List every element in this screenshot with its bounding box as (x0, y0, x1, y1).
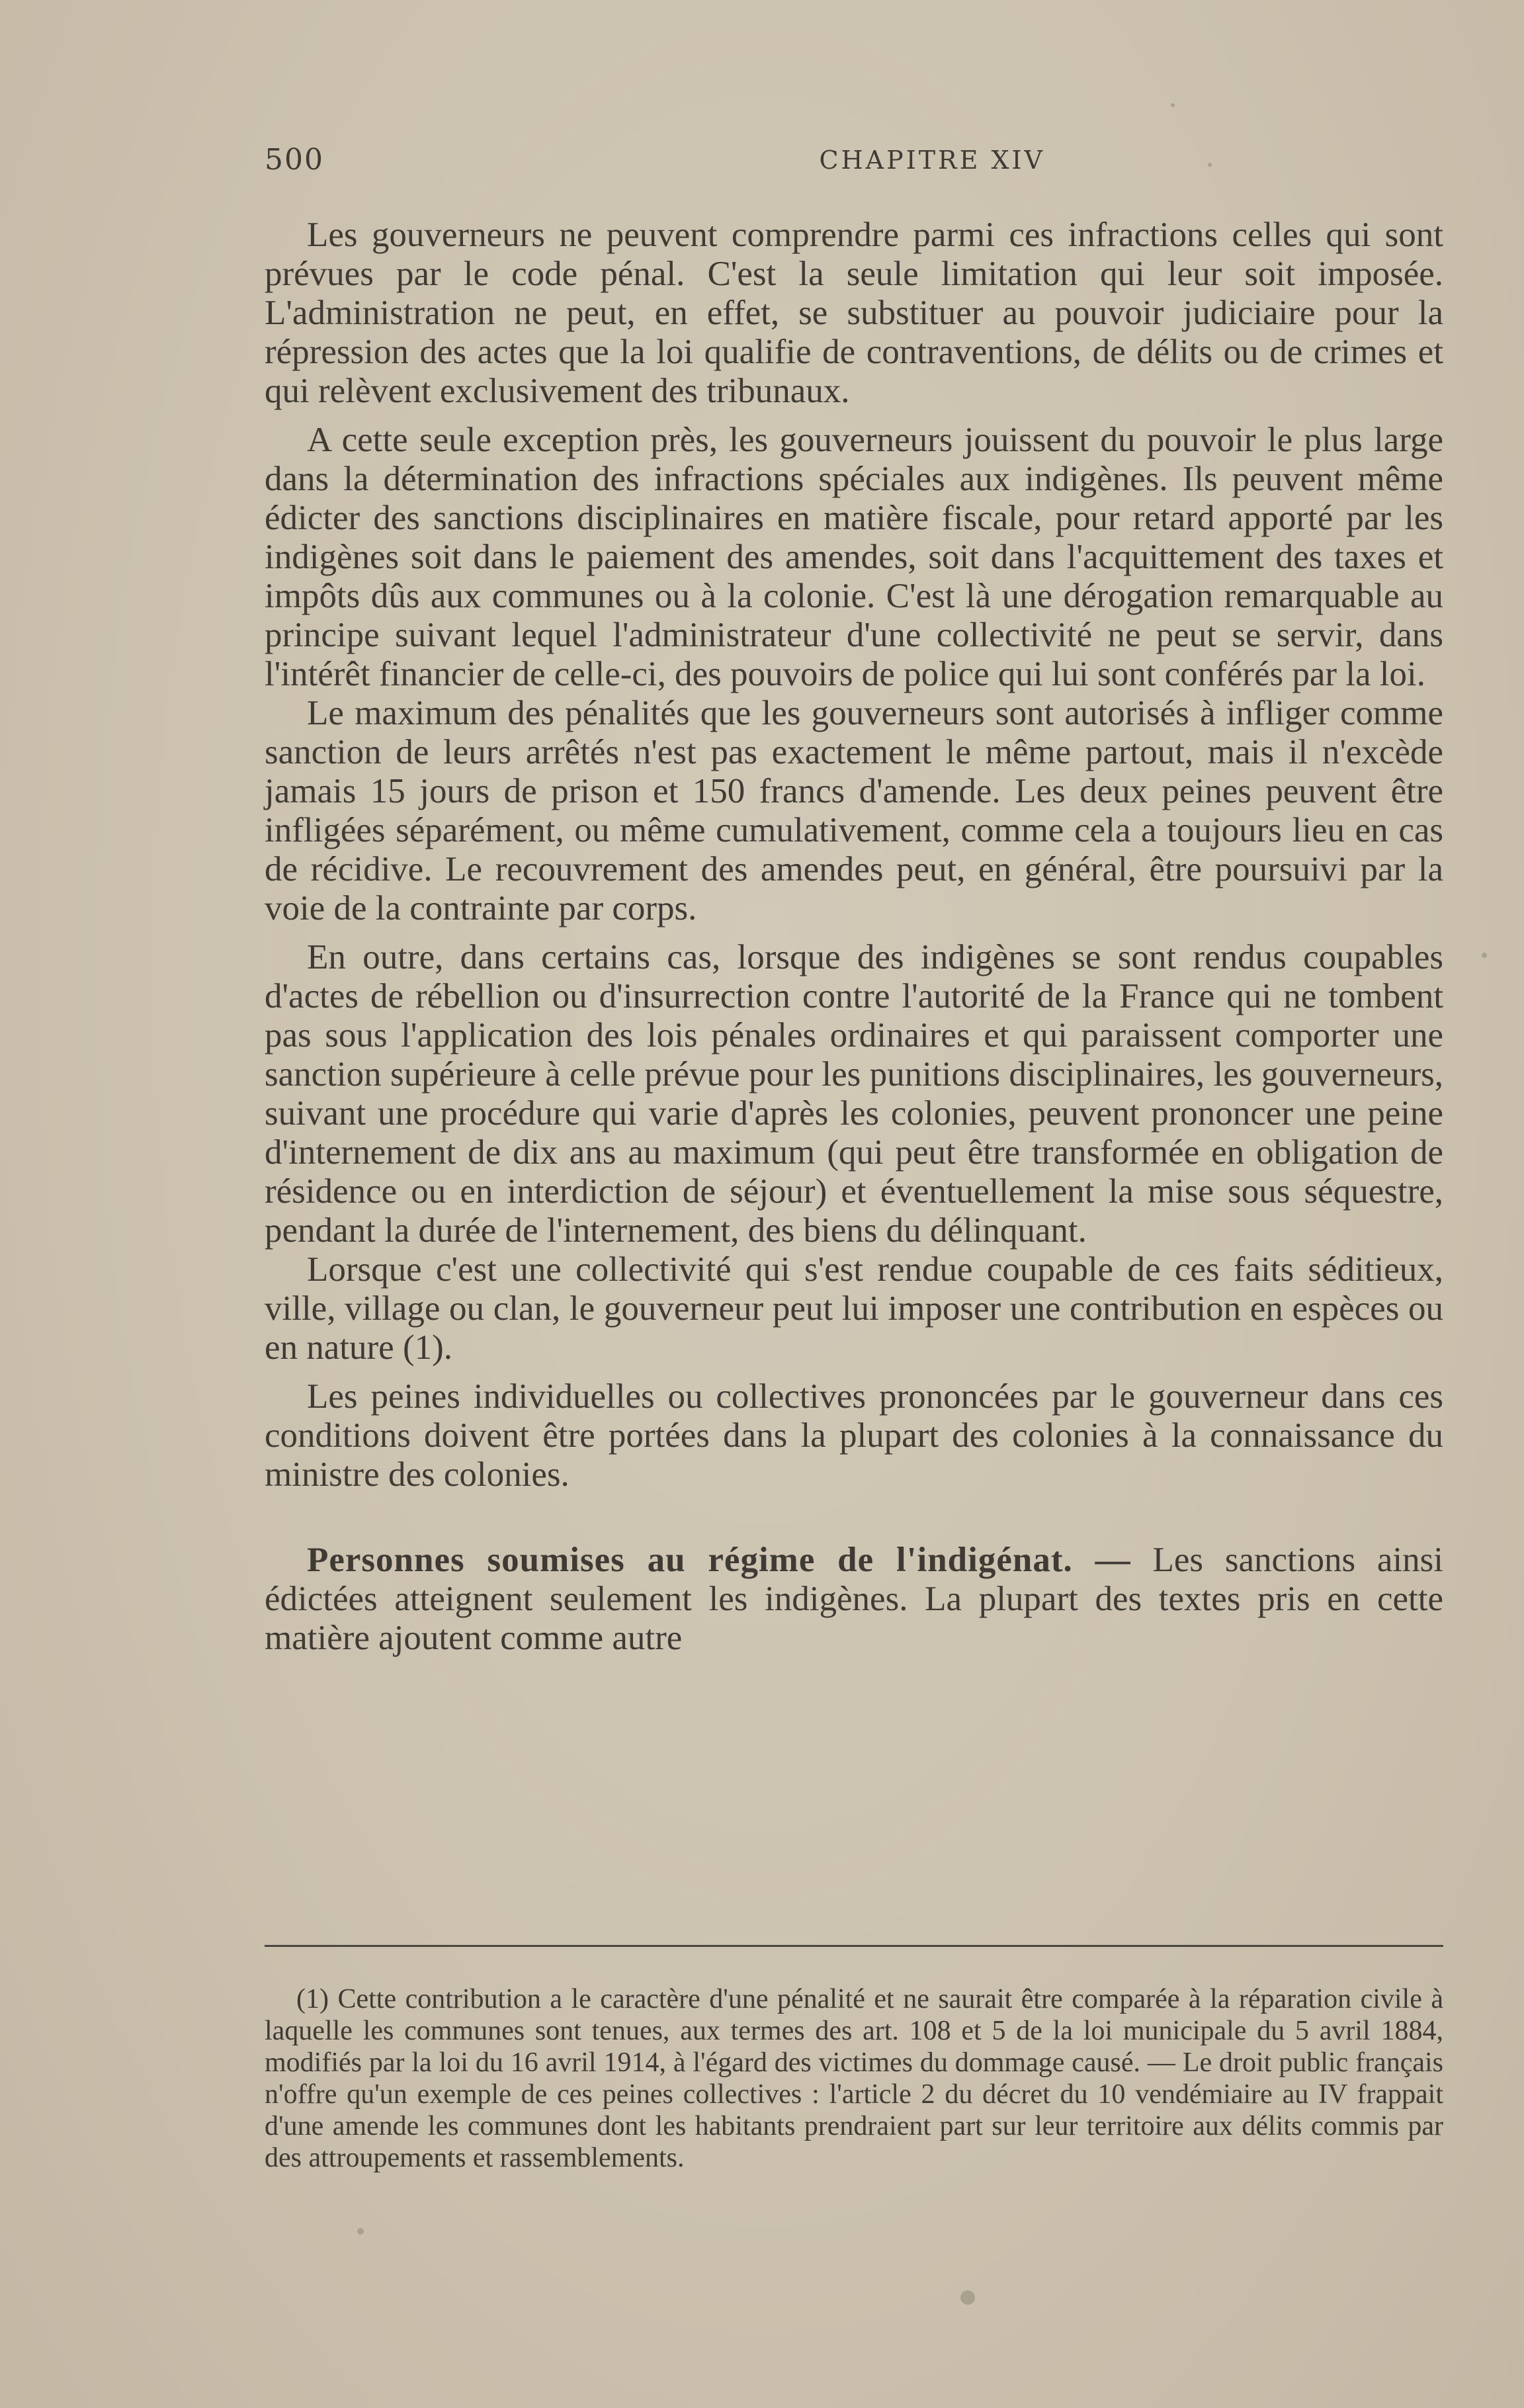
section-paragraph (265, 1541, 1443, 1658)
running-head (265, 143, 1442, 183)
paper-speck (960, 2290, 975, 2305)
paragraph-1: Les gouverneurs ne peuvent comprendre parmi ces infractions celles qui sont prévues par le code pénal. C'est la seule limitation qui leur soit imposée. L'administration ne peut, en effet, se substituer au pouvoir judiciaire pour la répression des actes que la loi qualifie de contraventions, de délits ou de crimes et qui relèvent exclusivement des tribunaux. (265, 216, 1443, 410)
paper-speck (1482, 953, 1487, 958)
paragraph-2: A cette seule exception près, les gouverneurs jouissent du pouvoir le plus large dans la détermination des infractions spéciales aux indigènes. Ils peuvent même édicter des sanctions disciplinaires en matière fiscale, pour retard apporté par les indigènes soit dans le paiement des amendes, soit dans l'acquittement des taxes et impôts dûs aux communes ou à la colonie. C'est là une dérogation remarquable au principe suivant lequel l'administrateur d'une collectivité ne peut se servir, dans l'intérêt financier de celle-ci, des pouvoirs de police qui lui sont conférés par la loi. (265, 421, 1443, 693)
paragraph-6: Les peines individuelles ou collectives prononcées par le gouverneur dans ces conditions doivent être portées dans la plupart des colonies à la connaissance du ministre des colonies. (265, 1377, 1443, 1494)
paper-speck (1208, 163, 1212, 167)
paper-speck (1171, 103, 1175, 107)
paragraph-3: Le maximum des pénalités que les gouverneurs sont autorisés à infliger comme sanction de leurs arrêtés n'est pas exactement le même partout, mais il n'excède jamais 15 jours de prison et 150 francs d'amende. Les deux peines peuvent être infligées séparément, ou même cumulativement, comme cela a toujours lieu en cas de récidive. Le recouvrement des amendes peut, en général, être poursuivi par la voie de la contrainte par corps. (265, 694, 1443, 927)
footnote-rule (265, 1945, 1443, 1947)
paragraph-5: Lorsque c'est une collectivité qui s'est rendue coupable de ces faits séditieux, ville, village ou clan, le gouverneur peut lui imposer une contribution en espèces ou en nature (1). (265, 1250, 1443, 1367)
section-text: Les sanctions ainsi édictées atteignent seulement les indigènes. La plupart des textes pris en cette matière ajoutent comme autre (265, 1541, 1444, 1657)
body-text (265, 216, 1443, 1658)
paragraph-4: En outre, dans certains cas, lorsque des indigènes se sont rendus coupables d'actes de rébellion ou d'insurrection contre l'autorité de la France qui ne tombent pas sous l'application des lois pénales ordinaires et qui paraissent comporter une sanction supérieure à celle prévue pour les punitions disciplinaires, les gouverneurs, suivant une procédure qui varie d'après les colonies, peuvent prononcer une peine d'internement de dix ans au maximum (qui peut être transformée en obligation de résidence ou en interdiction de séjour) et éventuellement la mise sous séquestre, pendant la durée de l'internement, des biens du délinquant. (265, 938, 1443, 1250)
paper-speck (357, 2228, 364, 2235)
section-heading: Personnes soumises au régime de l'indigénat. — (307, 1541, 1131, 1579)
footnote: (1) Cette contribution a le caractère d'une pénalité et ne saurait être comparée à la réparation civile à laquelle les communes sont tenues, aux termes des art. 108 et 5 de la loi municipale du 5 avril 1884, modifiés par la loi du 16 avril 1914, à l'égard des victimes du dommage causé. — Le droit public français n'offre qu'un exemple de ces peines collectives : l'article 2 du décret du 10 vendémiaire au IV frappait d'une amende les communes dont les habitants prendraient part sur leur territoire aux délits commis par des attroupements et rassemblements. (265, 1984, 1443, 2173)
chapter-title: CHAPITRE XIV (819, 146, 1045, 175)
page-number: 500 (265, 143, 324, 177)
